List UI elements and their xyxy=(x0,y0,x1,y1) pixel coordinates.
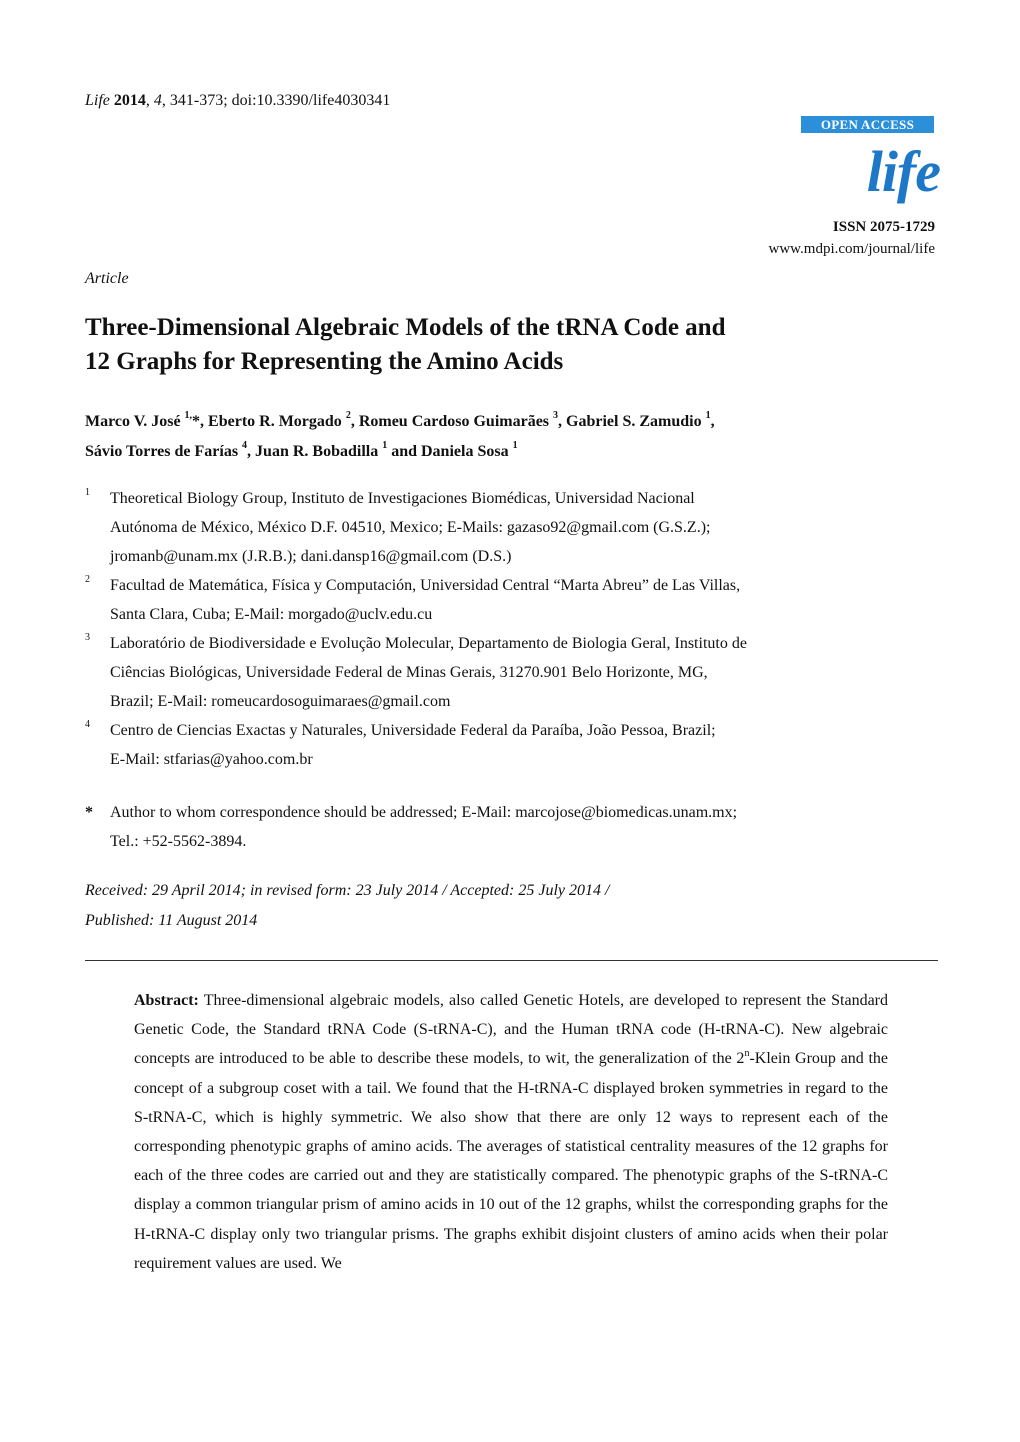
affiliation-line: Theoretical Biology Group, Instituto de Investigaciones Biomédicas, Universidad Nacional xyxy=(110,490,695,507)
dates-line: Published: 11 August 2014 xyxy=(85,912,258,929)
issn: ISSN 2075-1729 xyxy=(832,219,935,235)
affiliation-number: 3 xyxy=(85,632,90,643)
affiliation-line: Laboratório de Biodiversidade e Evolução Molecular, Departamento de Biologia Geral, Instituto de xyxy=(110,635,747,652)
affiliation-line: Autónoma de México, México D.F. 04510, Mexico; E-Mails: gazaso92@gmail.com (G.S.Z.); xyxy=(110,519,711,536)
author-affil-sup: 1 xyxy=(512,440,518,451)
journal-website-link[interactable]: www.mdpi.com/journal/life xyxy=(768,241,935,257)
affiliation-number: 1 xyxy=(85,487,90,498)
publication-dates xyxy=(85,876,935,936)
author-name: Sávio Torres de Farías xyxy=(85,443,239,460)
author-affil-sup: 1 xyxy=(705,410,711,421)
paper-title xyxy=(85,311,935,379)
abstract-text: Three-dimensional algebraic models, also called Genetic Hotels, are developed to represent the Standard Genetic Code, the Standard tRNA Code (S-tRNA-C), and the Human tRNA code (H-tRNA-C). New algebraic concepts are introduced to be able to describe these models, to wit, the generalization of the 2 xyxy=(134,992,888,1068)
author-affil-sup: 1, xyxy=(184,410,193,421)
author-separator: *, xyxy=(192,413,209,430)
journal-name: Life xyxy=(85,92,110,109)
affiliation-2 xyxy=(85,571,945,629)
article-type: Article xyxy=(85,270,129,287)
abstract-text: -Klein Group and the concept of a subgroup coset with a tail. We found that the H-tRNA-C displayed broken symmetries in regard to the S-tRNA-C, which is highly symmetric. We also show that there are only 12 ways to represent each of the corresponding phenotypic graphs of amino acids. The averages of statistical centrality measures of the 12 graphs for each of the three codes are carried out and they are statistically compared. The phenotypic graphs of the S-tRNA-C display a common triangular prism of amino acids in 10 out of the 12 graphs, whilst the corresponding graphs for the H-tRNA-C display only two triangular prisms. The graphs exhibit disjoint clusters of amino acids when their polar requirement values are used. We xyxy=(134,1050,889,1272)
journal-volume: 4 xyxy=(153,92,162,109)
journal-year: 2014 xyxy=(113,92,146,109)
title-line-1: Three-Dimensional Algebraic Models of the tRNA Code and xyxy=(85,314,726,341)
abstract-label: Abstract: xyxy=(134,992,199,1009)
author-name: Marco V. José xyxy=(85,413,181,430)
affiliation-line: Santa Clara, Cuba; E-Mail: morgado@uclv.edu.cu xyxy=(110,606,433,623)
title-line-2: 12 Graphs for Representing the Amino Acids xyxy=(85,348,564,375)
author-name: Eberto R. Morgado xyxy=(208,413,342,430)
affiliation-line: Ciências Biológicas, Universidade Federal de Minas Gerais, 31270.901 Belo Horizonte, MG, xyxy=(110,664,708,681)
correspondence-line: Tel.: +52-5562-3894. xyxy=(110,833,247,850)
open-access-badge: OPEN ACCESS xyxy=(801,116,934,133)
author-name: Romeu Cardoso Guimarães xyxy=(358,413,550,430)
author-affil-sup: 1 xyxy=(382,440,388,451)
affiliation-3 xyxy=(85,629,945,716)
journal-logo: life xyxy=(866,139,940,204)
affiliation-line: Facultad de Matemática, Física y Computación, Universidad Central “Marta Abreu” de Las Villas, xyxy=(110,577,741,594)
author-affil-sup: 4 xyxy=(242,440,248,451)
affiliation-4 xyxy=(85,716,945,774)
author-separator: , xyxy=(247,443,256,460)
author-name: Daniela Sosa xyxy=(421,443,509,460)
author-separator: and xyxy=(387,443,421,460)
author-affil-sup: 2 xyxy=(345,410,351,421)
citation-pages-doi: , 341-373; doi:10.3390/life4030341 xyxy=(161,92,391,109)
affiliation-line: Centro de Ciencias Exactas y Naturales, Universidade Federal da Paraíba, João Pessoa, Brazil; xyxy=(110,722,716,739)
author-name: Gabriel S. Zamudio xyxy=(566,413,702,430)
asterisk-marker: * xyxy=(85,804,93,821)
affiliation-line: E-Mail: stfarias@yahoo.com.br xyxy=(110,751,313,768)
journal-citation: Life 2014, 4, 341-373; doi:10.3390/life4030341 xyxy=(85,92,391,109)
abstract xyxy=(134,986,888,1278)
affiliation-number: 2 xyxy=(85,574,90,585)
affiliation-1 xyxy=(85,484,945,571)
affiliation-line: Brazil; E-Mail: romeucardosoguimaraes@gmail.com xyxy=(110,693,451,710)
author-name: Juan R. Bobadilla xyxy=(255,443,379,460)
correspondence-note xyxy=(85,798,945,856)
affiliations xyxy=(85,484,945,774)
author-list xyxy=(85,407,945,467)
divider xyxy=(85,960,938,961)
affiliation-line: jromanb@unam.mx (J.R.B.); dani.dansp16@gmail.com (D.S.) xyxy=(110,548,512,565)
author-separator: , xyxy=(350,413,359,430)
author-separator: , xyxy=(710,413,715,430)
dates-line: Received: 29 April 2014; in revised form: 23 July 2014 / Accepted: 25 July 2014 / xyxy=(85,882,610,899)
correspondence-line: Author to whom correspondence should be addressed; E-Mail: marcojose@biomedicas.unam.mx; xyxy=(110,804,738,821)
affiliation-number: 4 xyxy=(85,719,90,730)
author-affil-sup: 3 xyxy=(553,410,559,421)
abstract-superscript: n xyxy=(744,1048,750,1060)
author-separator: , xyxy=(558,413,567,430)
